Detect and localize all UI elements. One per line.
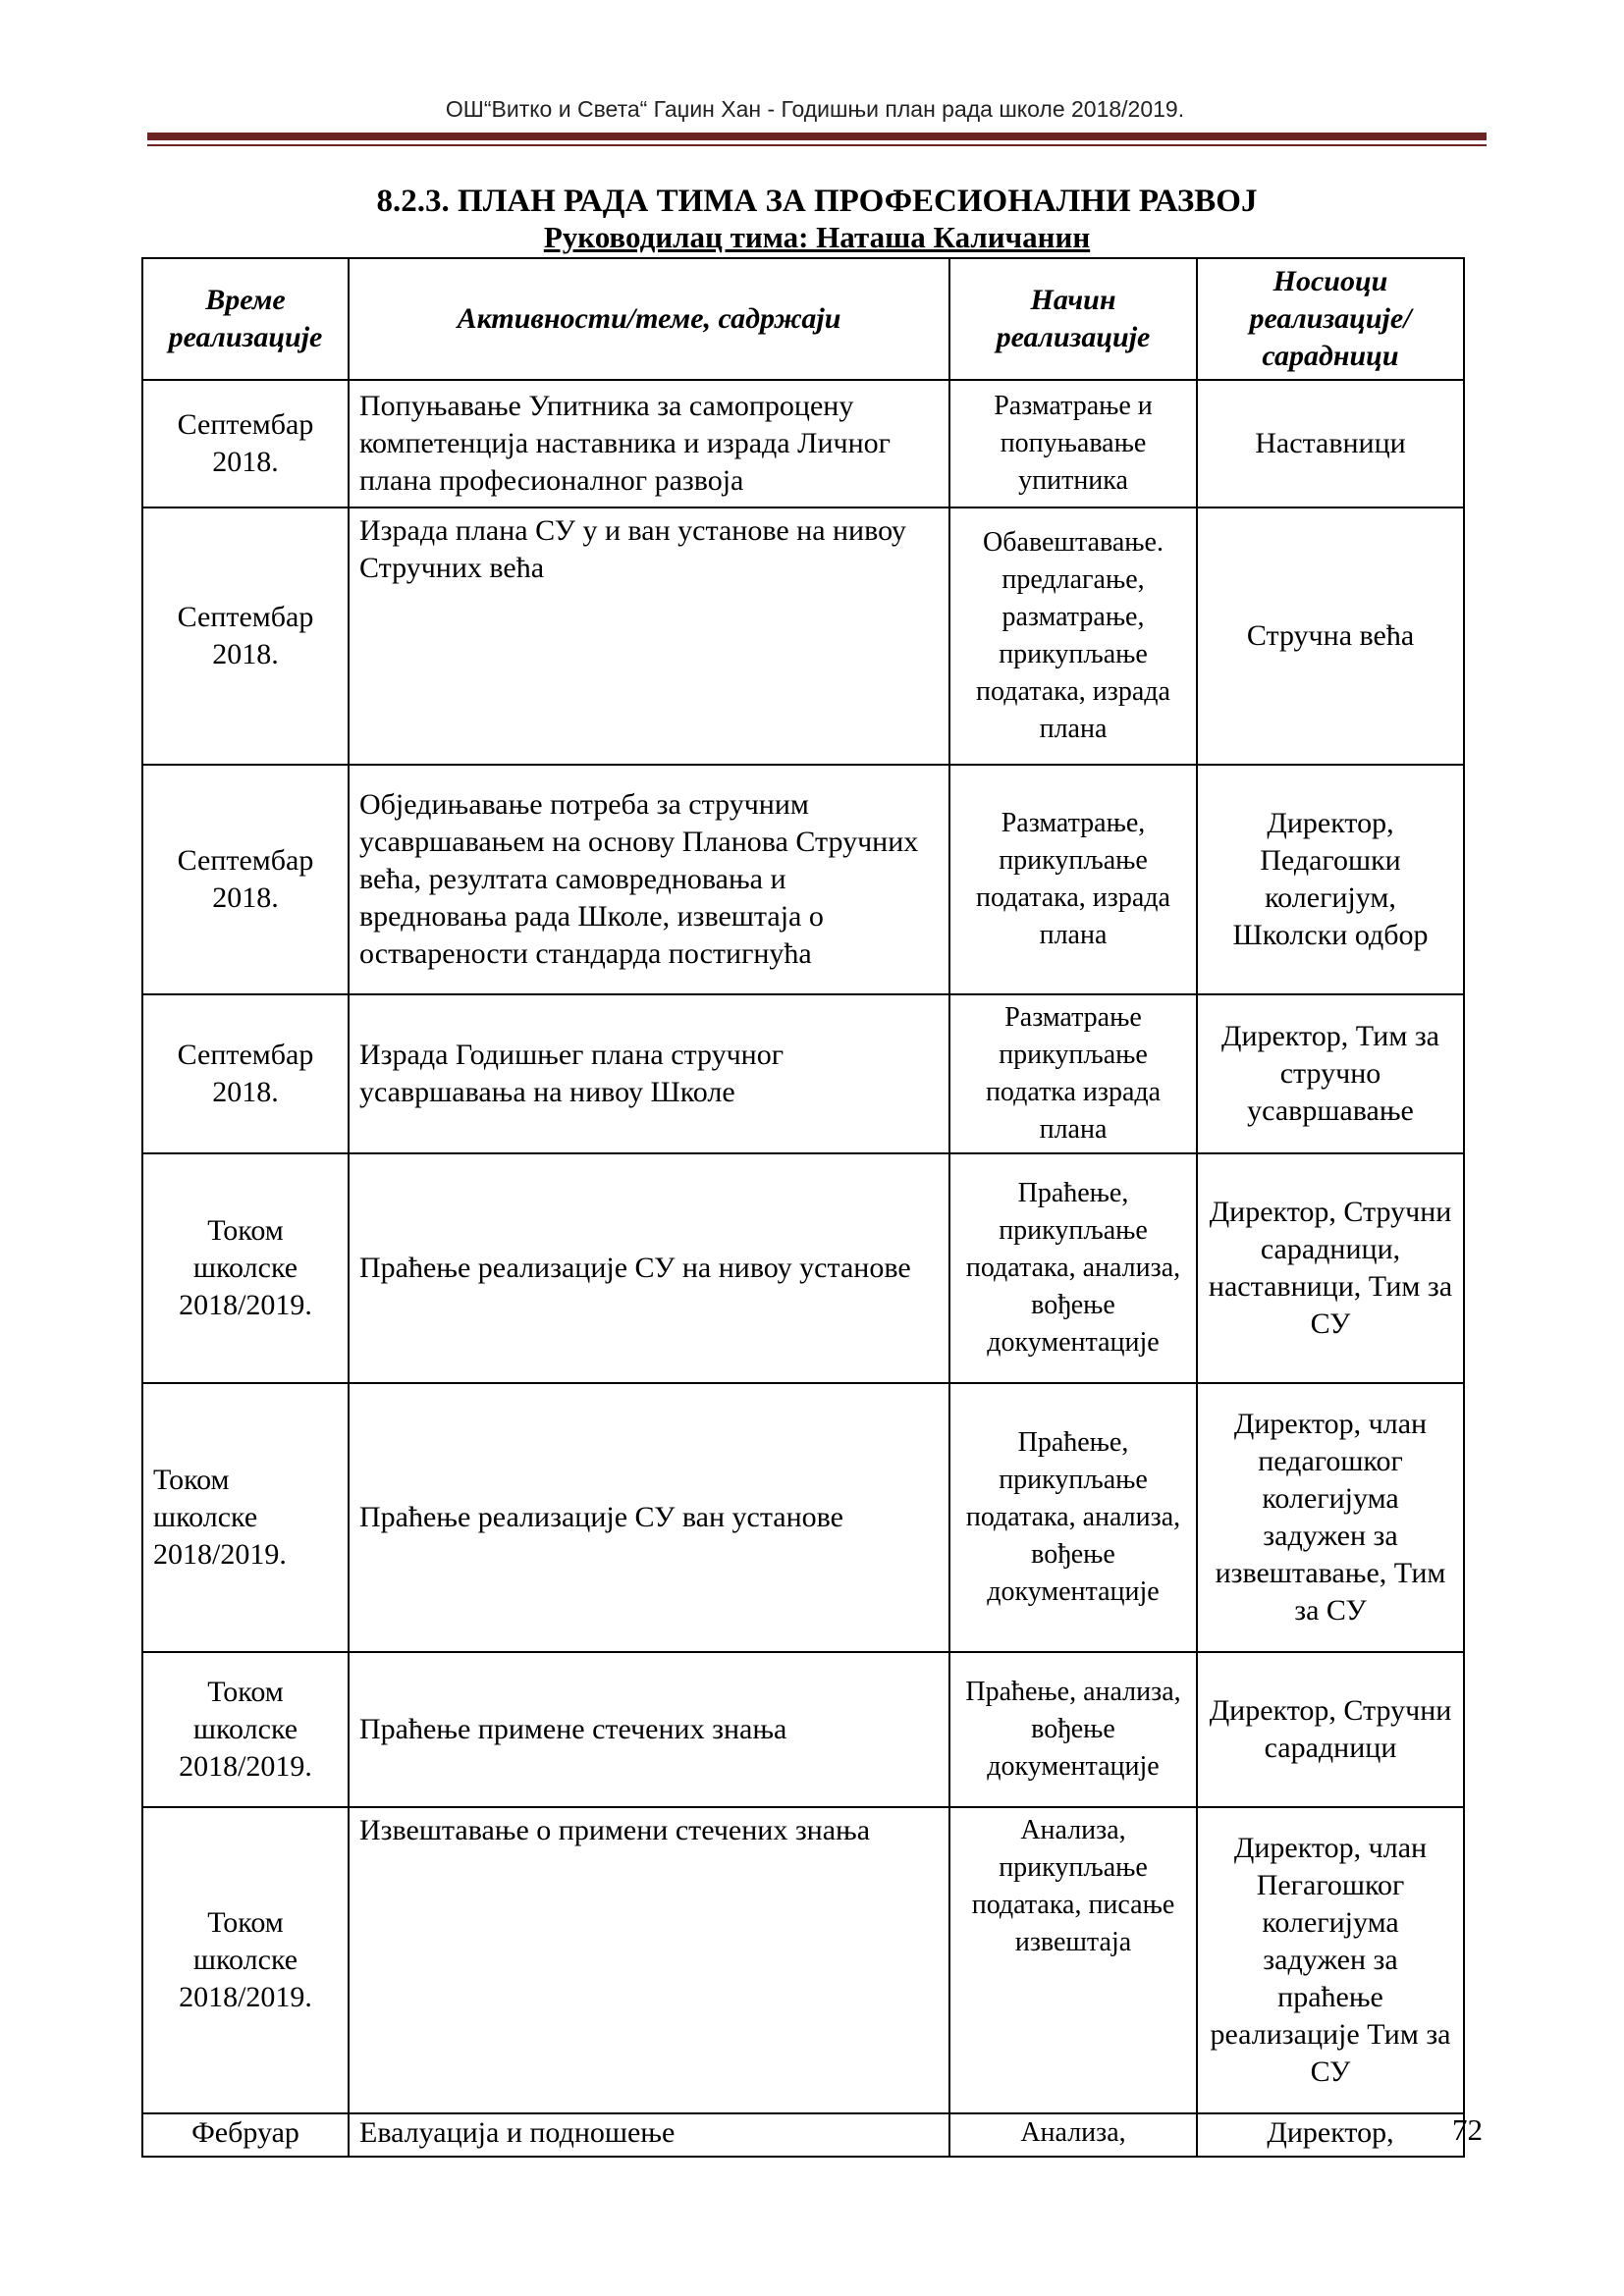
cell-activity: Попуњавање Упитника за самопроцену компетенција наставника и израда Личног плана професионалног развоја	[349, 380, 949, 507]
cell-activity: Праћење примене стечених знања	[349, 1652, 949, 1807]
cell-holders: Директор, члан Пегагошког колегијума задужен за праћење реализације Тим за СУ	[1197, 1807, 1464, 2113]
header-rule-thin	[147, 144, 1487, 146]
cell-activity: Праћење реализације СУ ван установе	[349, 1383, 949, 1652]
header-time: Време реализације	[142, 258, 349, 380]
cell-time: Током школске 2018/2019.	[142, 1153, 349, 1383]
cell-method: Разматрање и попуњавање упитника	[949, 380, 1197, 507]
table-row	[142, 765, 1464, 994]
page-header: ОШ“Витко и Света“ Гаџин Хан - Годишњи план рада школе 2018/2019.	[445, 96, 1185, 122]
cell-method: Разматрање прикупљање податка израда плана	[949, 994, 1197, 1153]
cell-holders: Директор, Стручни сарадници, наставници, Тим за СУ	[1197, 1153, 1464, 1383]
team-leader: Руководилац тима: Наташа Каличанин	[543, 220, 1091, 254]
cell-time: Током школске 2018/2019.	[142, 1652, 349, 1807]
table-row	[142, 380, 1464, 507]
cell-activity: Извештавање о примени стечених знања	[349, 1807, 949, 2113]
cell-time: Септембар 2018.	[142, 765, 349, 994]
cell-time: Септембар 2018.	[142, 507, 349, 765]
header-method: Начин реализације	[949, 258, 1197, 380]
cell-time: Фебруар	[142, 2113, 349, 2157]
cell-activity: Израда Годишњег плана стручног усавршавања на нивоу Школе	[349, 994, 949, 1153]
cell-time: Септембар 2018.	[142, 380, 349, 507]
cell-activity: Праћење реализације СУ на нивоу установе	[349, 1153, 949, 1383]
cell-holders: Директор, Стручни сарадници	[1197, 1652, 1464, 1807]
table-row	[142, 2113, 1464, 2157]
cell-method: Анализа, прикупљање података, писање извештаја	[949, 1807, 1197, 2113]
cell-holders: Директор,	[1197, 2113, 1464, 2157]
header-activity: Активности/теме, садржаји	[349, 258, 949, 380]
page-number: 72	[1452, 2112, 1483, 2147]
cell-holders: Директор, Педагошки колегијум, Школски одбор	[1197, 765, 1464, 994]
cell-holders: Директор, члан педагошког колегијума задужен за извештавање, Тим за СУ	[1197, 1383, 1464, 1652]
cell-holders: Стручна већа	[1197, 507, 1464, 765]
cell-method: Праћење, прикупљање података, анализа, вођење документације	[949, 1383, 1197, 1652]
table-row	[142, 1153, 1464, 1383]
cell-method: Праћење, прикупљање података, анализа, вођење документације	[949, 1153, 1197, 1383]
cell-method: Разматрање, прикупљање података, израда плана	[949, 765, 1197, 994]
cell-activity: Израда плана СУ у и ван установе на нивоу Стручних већа	[349, 507, 949, 765]
cell-time: Током школске 2018/2019.	[142, 1807, 349, 2113]
section-title: 8.2.3. ПЛАН РАДА ТИМА ЗА ПРОФЕСИОНАЛНИ РАЗВОЈ	[376, 184, 1258, 219]
table-row	[142, 1652, 1464, 1807]
cell-holders: Директор, Тим за стручно усавршавање	[1197, 994, 1464, 1153]
cell-time: Током школске 2018/2019.	[142, 1383, 349, 1652]
cell-activity: Евалуација и подношење	[349, 2113, 949, 2157]
cell-method: Обавештавање. предлагање, разматрање, прикупљање података, израда плана	[949, 507, 1197, 765]
table-row	[142, 994, 1464, 1153]
table-row	[142, 1807, 1464, 2113]
cell-holders: Наставници	[1197, 380, 1464, 507]
table-header-row	[142, 258, 1464, 380]
cell-method: Анализа,	[949, 2113, 1197, 2157]
table-row	[142, 1383, 1464, 1652]
header-holders: Носиоци реализације/ сарадници	[1197, 258, 1464, 380]
plan-table	[141, 257, 1465, 2158]
cell-method: Праћење, анализа, вођење документације	[949, 1652, 1197, 1807]
header-rule-thick	[147, 133, 1487, 140]
cell-activity: Обједињавање потреба за стручним усавршавањем на основу Планова Стручних већа, резултата самовредновања и вредновања рада Школе, извештаја о остварености стандарда постигнућа	[349, 765, 949, 994]
cell-time: Септембар 2018.	[142, 994, 349, 1153]
table-row	[142, 507, 1464, 765]
